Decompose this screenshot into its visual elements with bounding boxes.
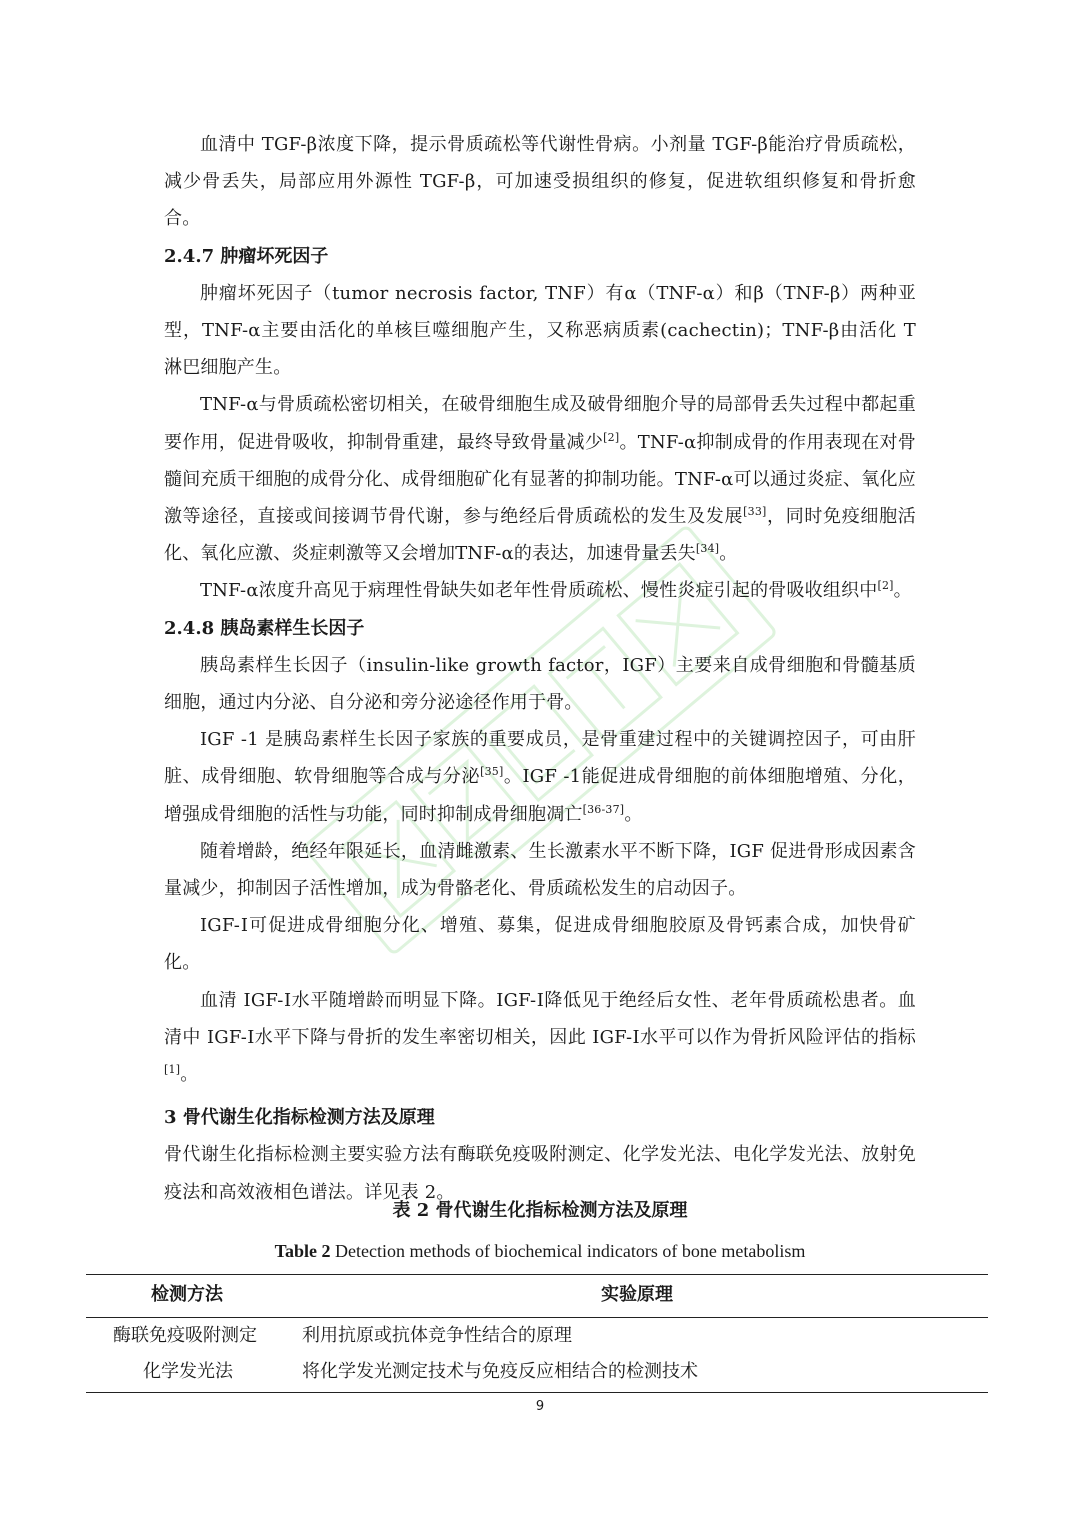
table-title-english	[0, 1241, 1080, 1262]
text-run: TNF-α与骨质疏松密切相关，在破骨细胞生成及破骨细胞介导的局部骨丢失过程中都起重要作用，促进骨吸收，抑制骨重建，最终导致骨量减少	[164, 394, 916, 453]
table-label: Table 2	[274, 1241, 331, 1261]
paragraph-tnf-intro: 肿瘤坏死因子（tumor necrosis factor, TNF）有α（TNF-α）和β（TNF-β）两种亚型，TNF-α主要由活化的单核巨噬细胞产生，又称恶病质素(cachectin)；TNF-β由活化 T 淋巴细胞产生。	[164, 282, 916, 379]
paragraph-tgf-summary: 血清中 TGF-β浓度下降，提示骨质疏松等代谢性骨病。小剂量 TGF-β能治疗骨质疏松，减少骨丢失，局部应用外源性 TGF-β，可加速受损组织的修复，促进软组织修复和骨折愈合。	[164, 134, 916, 230]
heading-2-4-8: 2.4.8 胰岛素样生长因子	[164, 617, 365, 639]
page-number: 9	[535, 1399, 545, 1414]
citation: [35]	[480, 765, 504, 779]
citation: [2]	[603, 430, 620, 444]
table-row-1-principle: 利用抗原或抗体竞争性结合的原理	[302, 1325, 572, 1346]
text-run: 。IGF -1能促进成骨细胞的前体细胞增殖、分化，增强成骨细胞的活性与功能，同时抑制成骨细胞凋亡	[164, 766, 917, 825]
body-text	[164, 126, 916, 1211]
table-bottom-rule	[86, 1392, 988, 1393]
table-header-method: 检测方法	[151, 1284, 223, 1305]
paragraph-igf1-promotes: IGF-Ⅰ可促进成骨细胞分化、增殖、募集，促进成骨细胞胶原及骨钙素合成，加快骨矿化。	[164, 915, 916, 974]
table-row-2-method: 化学发光法	[143, 1361, 233, 1382]
paragraph-igf-aging: 随着增龄，绝经年限延长，血清雌激素、生长激素水平不断下降，IGF 促进骨形成因素含量减少，抑制因子活性增加，成为骨骼老化、骨质疏松发生的启动因子。	[164, 840, 916, 900]
paragraph-igf-intro: 胰岛素样生长因子（insulin-like growth factor，IGF）主要来自成骨细胞和骨髓基质细胞，通过内分泌、自分泌和旁分泌途径作用于骨。	[164, 654, 916, 714]
citation: [36-37]	[582, 802, 625, 816]
citation: [1]	[164, 1063, 181, 1077]
text-run: 。	[719, 543, 738, 565]
citation: [2]	[877, 579, 894, 593]
table-row-1-method: 酶联免疫吸附测定	[113, 1325, 257, 1346]
table-row-2-principle: 将化学发光测定技术与免疫反应相结合的检测技术	[302, 1361, 698, 1382]
paragraph-tnf-elevated	[164, 572, 916, 609]
text-run: 。	[180, 1064, 199, 1086]
text-run: 。	[624, 803, 643, 825]
paragraph-igf1-role	[164, 721, 916, 833]
text-run: 。TNF-α抑制成骨的作用表现在对骨髓间充质干细胞的成骨分化、成骨细胞矿化有显著的抑制功能。TNF-α可以通过炎症、氧化应激等途径，直接或间接调节骨代谢，参与绝经后骨质疏松的发生及发展	[164, 431, 916, 528]
text-run: 血清 IGF-Ⅰ水平随增龄而明显下降。IGF-Ⅰ降低见于绝经后女性、老年骨质疏松患者。血清中 IGF-Ⅰ水平下降与骨折的发生率密切相关，因此 IGF-Ⅰ水平可以作为骨折风险评估的指标	[164, 989, 916, 1048]
paragraph-serum-igf1	[164, 982, 916, 1094]
table-top-rule	[86, 1274, 988, 1275]
citation: [34]	[695, 542, 720, 556]
table-header-rule	[86, 1317, 988, 1318]
text-run: 。	[893, 580, 912, 602]
table-header-principle: 实验原理	[601, 1284, 673, 1305]
heading-2-4-7: 2.4.7 肿瘤坏死因子	[164, 245, 329, 267]
text-run: IGF -1 是胰岛素样生长因子家族的重要成员，是骨重建过程中的关键调控因子，可由肝脏、成骨细胞、软骨细胞等合成与分泌	[164, 729, 916, 788]
paragraph-methods-intro: 骨代谢生化指标检测主要实验方法有酶联免疫吸附测定、化学发光法、电化学发光法、放射免疫法和高效液相色谱法。详见表 2。	[164, 1144, 916, 1203]
heading-section-3: 3 骨代谢生化指标检测方法及原理	[164, 1107, 435, 1129]
table-title-chinese: 表 2 骨代谢生化指标检测方法及原理	[392, 1200, 688, 1221]
table-caption-text: Detection methods of biochemical indicators of bone metabolism	[330, 1241, 806, 1261]
paragraph-tnf-osteoporosis	[164, 386, 916, 572]
text-run: TNF-α浓度升高见于病理性骨缺失如老年性骨质疏松、慢性炎症引起的骨吸收组织中	[200, 580, 878, 602]
text-run: ，同时免疫细胞活化、氧化应激、炎症刺激等又会增加TNF-α的表达，加速骨量丢失	[164, 506, 916, 565]
citation: [33]	[743, 505, 767, 519]
